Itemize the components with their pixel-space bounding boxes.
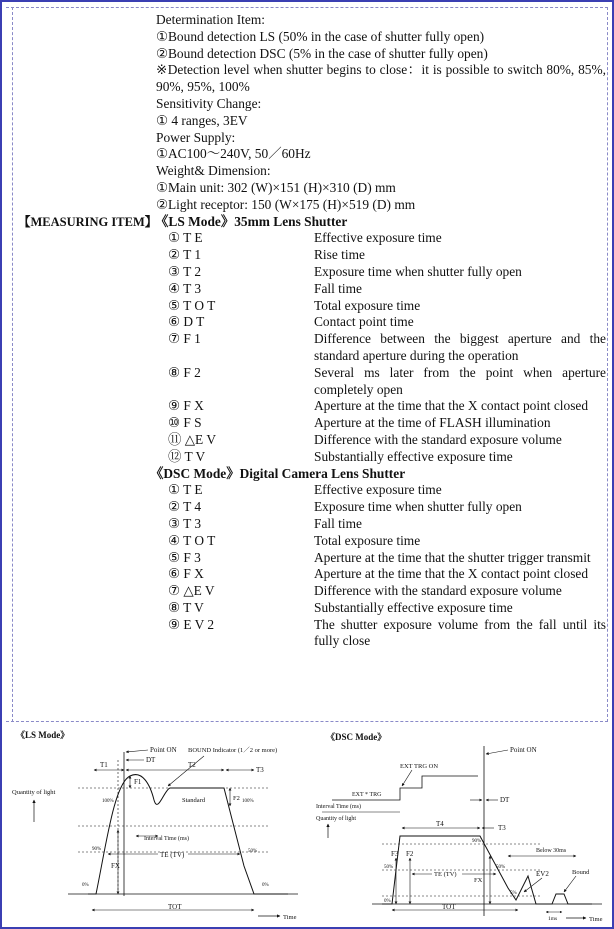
item-description: Substantially effective exposure time [314, 448, 513, 464]
measuring-item [18, 415, 606, 432]
measuring-item [18, 398, 606, 415]
ext-trg-on-label: EXT TRG ON [400, 763, 439, 770]
item-code: ⑥ F X [168, 566, 204, 582]
spec-line: Sensitivity Change: [156, 95, 262, 111]
right-dashed-border [607, 7, 608, 722]
item-description: Aperture at the time that the X contact point closed [314, 398, 589, 414]
dt-label: DT [146, 756, 156, 764]
left-dashed-border [12, 7, 13, 722]
item-description: Effective exposure time [314, 482, 442, 498]
item-description: Fall time [314, 515, 362, 531]
measuring-item [18, 566, 606, 583]
p50: 50% [384, 865, 394, 870]
spec-line: ②Bound detection DSC (5% in the case of shutter fully open) [156, 45, 488, 61]
item-description: Fall time [314, 280, 362, 296]
item-code: ③ T 2 [168, 263, 202, 279]
p5: 5% [510, 891, 517, 896]
item-code: ⑫ T V [168, 448, 206, 464]
fx-label: FX [474, 877, 483, 884]
point-on-arrow [126, 750, 148, 752]
item-code: ⑩ F S [168, 415, 202, 431]
tot-label: TOT [442, 903, 456, 911]
item-code: ⑨ F X [168, 398, 204, 414]
quantity-label: Quantity of light [12, 789, 56, 796]
measuring-item [18, 247, 606, 264]
item-code: ① T E [168, 230, 203, 246]
ev2-arrow [524, 878, 542, 892]
ms-label: 1ms [548, 916, 558, 922]
spec-line: Weight& Dimension: [156, 163, 271, 179]
item-code: ② T 4 [168, 499, 202, 515]
time-label: Time [283, 914, 297, 921]
quantity-label: Quantity of light [316, 816, 356, 822]
p90: 90% [472, 839, 482, 844]
interval-label: Interval Time (ms) [316, 804, 361, 810]
spec-line: Determination Item: [156, 12, 265, 27]
item-code: ⑤ F 3 [168, 549, 201, 565]
top-dashed-border [6, 7, 608, 8]
te-label: TE (TV) [434, 871, 457, 878]
item-code: ⑧ F 2 [168, 364, 201, 380]
item-code: ③ T 3 [168, 515, 202, 531]
item-code: ⑤ T O T [168, 297, 216, 313]
bound-label: Bound [572, 869, 590, 876]
measuring-item-label: 【MEASURING ITEM】 [18, 214, 158, 229]
item-code: ⑪ △E V [168, 431, 216, 447]
ls-items-list [18, 230, 606, 465]
item-description: Difference with the standard exposure volume [314, 583, 562, 599]
measuring-item [18, 331, 606, 365]
measuring-item [18, 264, 606, 281]
item-code: ⑥ D T [168, 314, 205, 330]
measuring-item [18, 550, 606, 567]
point-on-label: Point ON [510, 746, 537, 754]
spec-line: ※Detection level when shutter begins to close：it is possible to switch 80%, 85%, 90%, 95%, 100% [156, 62, 606, 95]
spec-line: ①Bound detection LS (50% in the case of shutter fully open) [156, 28, 485, 44]
item-description: Substantially effective exposure time [314, 599, 513, 615]
dsc-timing-diagram [312, 726, 610, 926]
fx-label: FX [111, 862, 120, 870]
dsc-mode-title: 《DSC Mode》Digital Camera Lens Shutter [150, 465, 406, 481]
measuring-item [18, 432, 606, 449]
item-code: ④ T 3 [168, 280, 202, 296]
item-description: Rise time [314, 247, 365, 263]
measuring-item [18, 600, 606, 617]
p90-left: 90% [92, 847, 102, 852]
spec-line: ①AC100～240V, 50／60Hz [156, 146, 311, 162]
time-label: Time [589, 916, 603, 923]
t2-label: T2 [188, 761, 196, 769]
f3-label: F3 [391, 850, 399, 858]
point-on-label: Point ON [150, 746, 177, 754]
ls-mode-title: 《LS Mode》35mm Lens Shutter [155, 213, 348, 229]
measuring-item-row [18, 214, 606, 231]
point-on-arrow [486, 750, 508, 754]
interval-label: Interval Time (ms) [144, 836, 189, 842]
bound-indicator-arrow [168, 756, 204, 786]
measuring-item [18, 516, 606, 533]
bound-arrow [564, 876, 576, 892]
item-description: Aperture at the time of FLASH illumination [314, 415, 551, 431]
spec-line: ① 4 ranges, 3EV [156, 112, 248, 128]
standard-label: Standard [182, 797, 206, 804]
item-description: Exposure time when shutter fully open [314, 499, 522, 515]
p0: 0% [384, 899, 391, 904]
item-code: ⑦ F 1 [168, 331, 201, 347]
dt-label: DT [500, 796, 510, 804]
item-description: Total exposure time [314, 532, 421, 548]
item-description: Difference between the biggest aperture and the standard aperture during the operation [314, 331, 606, 363]
f1-label: F1 [134, 778, 142, 786]
spec-line: ②Light receptor: 150 (W×175 (H)×519 (D) mm [156, 196, 416, 212]
item-description: Total exposure time [314, 297, 421, 313]
measuring-item [18, 617, 606, 651]
ext-trg-label: EXT * TRG [352, 792, 382, 798]
item-description: Aperture at the time that the shutter trigger transmit [314, 549, 591, 565]
f2-label: F2 [406, 850, 414, 858]
measuring-item [18, 314, 606, 331]
item-code: ④ T O T [168, 532, 216, 548]
f2-label: F2 [233, 795, 240, 802]
dsc-items-list [18, 482, 606, 650]
p100-left: 100% [102, 799, 114, 804]
section-divider [6, 721, 608, 722]
t4-label: T4 [436, 820, 444, 828]
item-description: Difference with the standard exposure volume [314, 431, 562, 447]
tot-label: TOT [168, 903, 182, 911]
ev2-label: EV2 [536, 870, 549, 878]
below-label: Below 30ms [536, 848, 567, 854]
spec-line: Power Supply: [156, 129, 236, 145]
measuring-item [18, 365, 606, 399]
p0-left: 0% [82, 883, 89, 888]
p100-right: 100% [242, 799, 254, 804]
measuring-item [18, 583, 606, 600]
te-label: TE (TV) [160, 851, 185, 859]
t3-label: T3 [498, 824, 506, 832]
item-description: Exposure time when shutter fully open [314, 263, 522, 279]
item-description: Aperture at the time that the X contact point closed [314, 566, 589, 582]
item-code: ① T E [168, 482, 203, 498]
specification-text [18, 12, 606, 650]
p50-right: 50% [496, 865, 506, 870]
item-code: ② T 1 [168, 247, 202, 263]
item-code: ⑧ T V [168, 599, 204, 615]
item-code: ⑨ E V 2 [168, 616, 215, 632]
measuring-item [18, 281, 606, 298]
ext-trg-on-arrow [402, 770, 412, 786]
dsc-diagram-title: 《DSC Mode》 [326, 732, 387, 742]
ls-diagram-title: 《LS Mode》 [16, 730, 70, 740]
item-description: Effective exposure time [314, 230, 442, 246]
item-description: The shutter exposure volume from the fall until its fully close [314, 616, 606, 649]
item-code: ⑦ △E V [168, 583, 215, 599]
measuring-item [18, 499, 606, 516]
item-description: Contact point time [314, 314, 414, 330]
measuring-item [18, 230, 606, 247]
bound-indicator-label: BOUND Indicator (1／2 or more) [188, 747, 278, 754]
p50-right: 50% [248, 849, 258, 854]
measuring-item [18, 482, 606, 499]
t3-label: T3 [256, 766, 264, 774]
p0-right: 0% [262, 883, 269, 888]
measuring-item [18, 533, 606, 550]
measuring-item [18, 298, 606, 315]
t1-label: T1 [100, 761, 108, 769]
measuring-item [18, 449, 606, 466]
item-description: Several ms later from the point when aperture completely open [314, 364, 606, 397]
spec-line: ①Main unit: 302 (W)×151 (H)×310 (D) mm [156, 179, 396, 195]
ls-timing-diagram [8, 726, 308, 926]
